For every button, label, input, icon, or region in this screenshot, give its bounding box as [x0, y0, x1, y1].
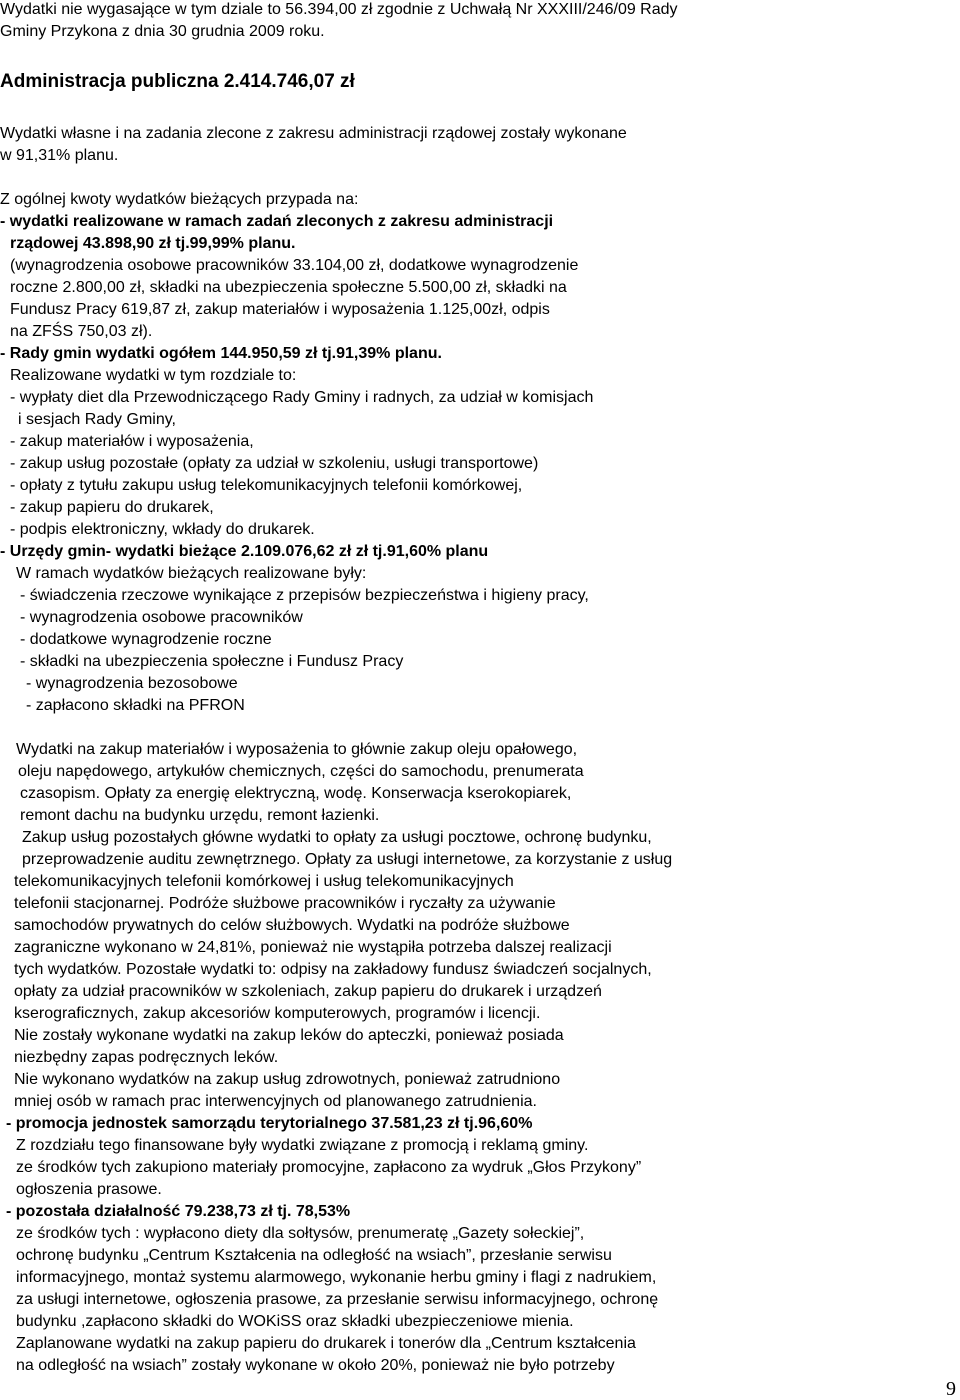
- list-item: - zapłacono składki na PFRON: [26, 697, 245, 714]
- page-number: 9: [946, 1378, 956, 1400]
- text-line: na odległość na wsiach” zostały wykonane w około 20%, ponieważ nie było potrzeby: [16, 1357, 615, 1374]
- text-line-bold: - wydatki realizowane w ramach zadań zleconych z zakresu administracji: [0, 213, 554, 230]
- text-line: kserograficznych, zakup akcesoriów komputerowych, programów i licencji.: [14, 1005, 541, 1022]
- list-item-cont: i sesjach Rady Gminy,: [18, 411, 176, 428]
- text-line: w 91,31% planu.: [0, 147, 119, 164]
- list-item: - zakup papieru do drukarek,: [10, 499, 214, 516]
- text-line: Realizowane wydatki w tym rozdziale to:: [10, 367, 297, 384]
- text-line: informacyjnego, montaż systemu alarmowego, wykonanie herbu gminy i flagi z nadrukiem,: [16, 1269, 657, 1286]
- text-line: telefonii stacjonarnej. Podróże służbowe pracowników i ryczałty za używanie: [14, 895, 556, 912]
- list-item: - opłaty z tytułu zakupu usług telekomunikacyjnych telefonii komórkowej,: [10, 477, 523, 494]
- text-line: za usługi internetowe, ogłoszenia prasowe, za przesłanie serwisu informacyjnego, ochronę: [16, 1291, 659, 1308]
- text-line: oleju napędowego, artykułów chemicznych, części do samochodu, prenumerata: [18, 763, 584, 780]
- subsection-heading: - Urzędy gmin- wydatki bieżące 2.109.076,62 zł zł tj.91,60% planu: [0, 543, 489, 560]
- list-item: - podpis elektroniczny, wkłady do drukarek.: [10, 521, 315, 538]
- text-line: Zaplanowane wydatki na zakup papieru do drukarek i tonerów dla „Centrum kształcenia: [16, 1335, 636, 1352]
- list-item: - zakup materiałów i wyposażenia,: [10, 433, 254, 450]
- text-line: opłaty za udział pracowników w szkoleniach, zakup papieru do drukarek i urządzeń: [14, 983, 602, 1000]
- text-line: W ramach wydatków bieżących realizowane były:: [16, 565, 367, 582]
- text-line: Wydatki nie wygasające w tym dziale to 56.394,00 zł zgodnie z Uchwałą Nr XXXIII/246/09 Rady: [0, 1, 678, 18]
- text-line: Fundusz Pracy 619,87 zł, zakup materiałów i wyposażenia 1.125,00zł, odpis: [10, 301, 550, 318]
- text-line: ze środków tych zakupiono materiały promocyjne, zapłacono za wydruk „Głos Przykony”: [16, 1159, 642, 1176]
- text-line: samochodów prywatnych do celów służbowych. Wydatki na podróże służbowe: [14, 917, 570, 934]
- text-line: Zakup usług pozostałych główne wydatki to opłaty za usługi pocztowe, ochronę budynku,: [22, 829, 652, 846]
- text-line: Gminy Przykona z dnia 30 grudnia 2009 roku.: [0, 23, 325, 40]
- text-line: (wynagrodzenia osobowe pracowników 33.104,00 zł, dodatkowe wynagrodzenie: [10, 257, 579, 274]
- subsection-heading: - pozostała działalność 79.238,73 zł tj. 78,53%: [6, 1203, 351, 1220]
- list-item: - zakup usług pozostałe (opłaty za udział w szkoleniu, usługi transportowe): [10, 455, 539, 472]
- text-line: budynku ,zapłacono składki do WOKiSS oraz składki ubezpieczeniowe mienia.: [16, 1313, 574, 1330]
- list-item: - wypłaty diet dla Przewodniczącego Rady Gminy i radnych, za udział w komisjach: [10, 389, 594, 406]
- text-line: ze środków tych : wypłacono diety dla sołtysów, prenumeratę „Gazety sołeckiej”,: [16, 1225, 585, 1242]
- text-line: Nie wykonano wydatków na zakup usług zdrowotnych, ponieważ zatrudniono: [14, 1071, 561, 1088]
- text-line: ochronę budynku „Centrum Kształcenia na odległość na wsiach”, przesłanie serwisu: [16, 1247, 612, 1264]
- text-line: Nie zostały wykonane wydatki na zakup leków do apteczki, ponieważ posiada: [14, 1027, 564, 1044]
- list-item: - składki na ubezpieczenia społeczne i Fundusz Pracy: [20, 653, 404, 670]
- text-line: na ZFŚS 750,03 zł).: [10, 323, 153, 340]
- text-line: Z ogólnej kwoty wydatków bieżących przypada na:: [0, 191, 359, 208]
- text-line-bold: rządowej 43.898,90 zł tj.99,99% planu.: [10, 235, 296, 252]
- list-item: - wynagrodzenia osobowe pracowników: [20, 609, 303, 626]
- text-line: tych wydatków. Pozostałe wydatki to: odpisy na zakładowy fundusz świadczeń socjalnych,: [14, 961, 652, 978]
- text-line: Wydatki na zakup materiałów i wyposażenia to głównie zakup oleju opałowego,: [16, 741, 578, 758]
- text-line: niezbędny zapas podręcznych leków.: [14, 1049, 279, 1066]
- text-line: mniej osób w ramach prac interwencyjnych od planowanego zatrudnienia.: [14, 1093, 537, 1110]
- text-line: remont dachu na budynku urzędu, remont łazienki.: [20, 807, 380, 824]
- text-line: Wydatki własne i na zadania zlecone z zakresu administracji rządowej zostały wykonane: [0, 125, 627, 142]
- section-heading: Administracja publiczna 2.414.746,07 zł: [0, 71, 355, 92]
- text-line: ogłoszenia prasowe.: [16, 1181, 162, 1198]
- subsection-heading: - promocja jednostek samorządu terytorialnego 37.581,23 zł tj.96,60%: [6, 1115, 533, 1132]
- text-line: roczne 2.800,00 zł, składki na ubezpieczenia społeczne 5.500,00 zł, składki na: [10, 279, 567, 296]
- text-line: czasopism. Opłaty za energię elektryczną, wodę. Konserwacja kserokopiarek,: [20, 785, 572, 802]
- list-item: - dodatkowe wynagrodzenie roczne: [20, 631, 272, 648]
- text-line: zagraniczne wykonano w 24,81%, ponieważ nie wystąpiła potrzeba dalszej realizacji: [14, 939, 612, 956]
- text-line: telekomunikacyjnych telefonii komórkowej i usług telekomunikacyjnych: [14, 873, 514, 890]
- text-line: przeprowadzenie auditu zewnętrznego. Opłaty za usługi internetowe, za korzystanie z usług: [22, 851, 673, 868]
- list-item: - wynagrodzenia bezosobowe: [26, 675, 238, 692]
- subsection-heading: - Rady gmin wydatki ogółem 144.950,59 zł tj.91,39% planu.: [0, 345, 442, 362]
- list-item: - świadczenia rzeczowe wynikające z przepisów bezpieczeństwa i higieny pracy,: [20, 587, 589, 604]
- text-line: Z rozdziału tego finansowane były wydatki związane z promocją i reklamą gminy.: [16, 1137, 589, 1154]
